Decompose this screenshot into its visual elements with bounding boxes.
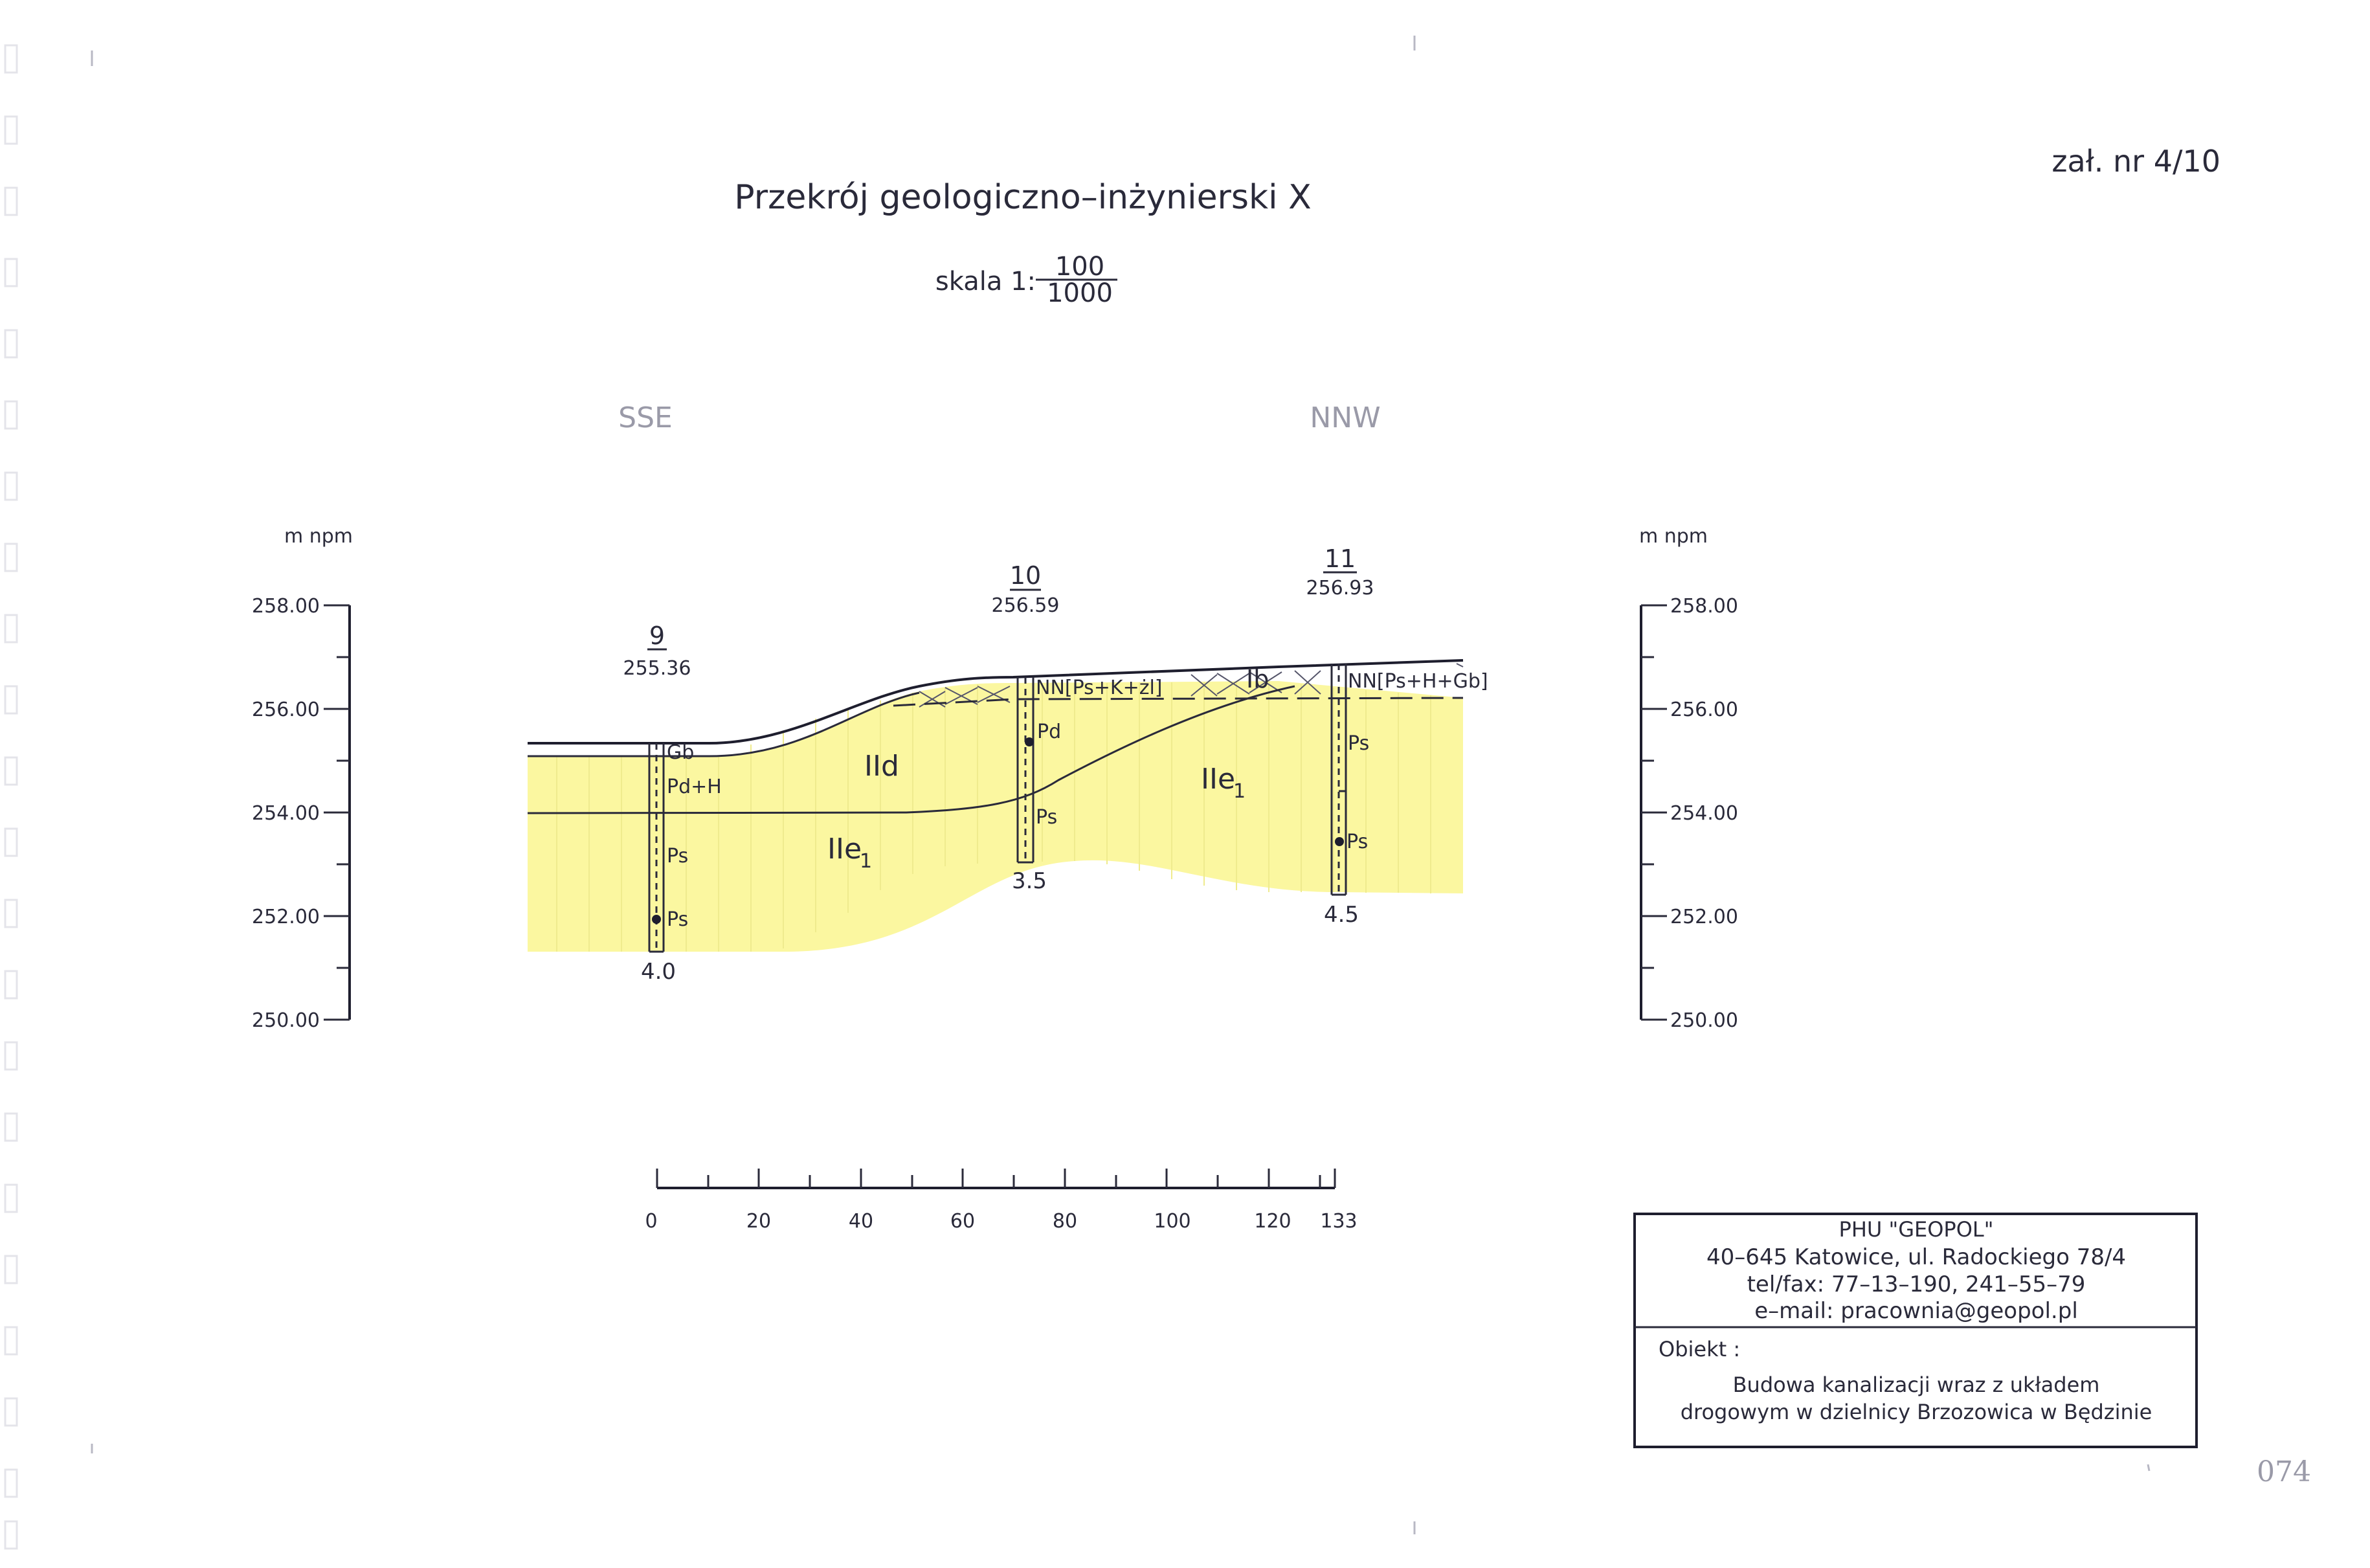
- company-phone: tel/fax: 77–13–190, 241–55–79: [1747, 1271, 2086, 1297]
- distance-scale-bar: [645, 1169, 1357, 1233]
- distance-60: 60: [950, 1210, 976, 1233]
- label-ps-10: Ps: [1036, 806, 1058, 829]
- object-label: Obiekt :: [1659, 1337, 1741, 1361]
- sample-point-10: [1025, 737, 1034, 746]
- borehole-9-elevation: 255.36: [623, 657, 691, 680]
- distance-133: 133: [1320, 1210, 1358, 1233]
- right-tick-252: 252.00: [1670, 906, 1738, 928]
- layer-iie1-left-sub: 1: [860, 850, 873, 873]
- borehole-10-depth: 3.5: [1011, 868, 1047, 894]
- object-line-1: Budowa kanalizacji wraz z układem: [1732, 1372, 2100, 1397]
- distance-0: 0: [645, 1210, 658, 1233]
- right-elevation-scale: [1639, 525, 1738, 1032]
- borehole-9-depth: 4.0: [640, 959, 676, 985]
- title-block: [1635, 1214, 2197, 1447]
- scale-prefix: skala 1:: [935, 267, 1036, 297]
- borehole-11-depth: 4.5: [1323, 902, 1359, 928]
- label-ps-9-upper: Ps: [667, 845, 689, 868]
- right-unit-label: m npm: [1638, 525, 1708, 548]
- left-tick-252: 252.00: [252, 906, 320, 928]
- borehole-9-number: 9: [649, 622, 665, 650]
- layer-iie1-right: IIe: [1201, 763, 1236, 796]
- distance-120: 120: [1254, 1210, 1291, 1233]
- distance-40: 40: [848, 1210, 874, 1233]
- page-number: 074: [2257, 1455, 2311, 1488]
- layer-ib: Ib: [1246, 665, 1269, 693]
- left-tick-250: 250.00: [252, 1009, 320, 1032]
- binder-holes: [5, 45, 17, 1549]
- right-tick-250: 250.00: [1670, 1009, 1738, 1032]
- label-nn-10: NN[Ps+K+żl]: [1036, 677, 1163, 699]
- borehole-11-number: 11: [1324, 544, 1356, 573]
- company-name: PHU "GEOPOL": [1839, 1217, 1994, 1242]
- label-gb: Gb: [667, 741, 695, 764]
- distance-100: 100: [1154, 1210, 1191, 1233]
- label-nn-11: NN[Ps+H+Gb]: [1348, 670, 1488, 693]
- borehole-11-elevation: 256.93: [1306, 577, 1374, 599]
- distance-80: 80: [1052, 1210, 1078, 1233]
- borehole-10-number: 10: [1009, 561, 1042, 590]
- right-tick-254: 254.00: [1670, 802, 1738, 825]
- sample-point-11: [1335, 837, 1344, 846]
- company-address: 40–645 Katowice, ul. Radockiego 78/4: [1706, 1244, 2127, 1270]
- direction-right: NNW: [1310, 401, 1381, 434]
- company-email: e–mail: pracownia@geopol.pl: [1754, 1298, 2078, 1324]
- layer-iie1-right-sub: 1: [1233, 780, 1246, 803]
- scale-denominator: 1000: [1047, 278, 1113, 308]
- left-tick-258: 258.00: [252, 595, 320, 618]
- direction-left: SSE: [618, 401, 673, 434]
- label-pd-h: Pd+H: [667, 776, 722, 798]
- left-elevation-scale: [252, 525, 353, 1032]
- left-unit-label: m npm: [284, 525, 353, 548]
- drawing-title: Przekrój geologiczno–inżynierski X: [734, 178, 1312, 217]
- label-ps-11-sample: Ps: [1347, 831, 1369, 853]
- sample-point-9: [652, 915, 661, 924]
- right-tick-256: 256.00: [1670, 699, 1738, 721]
- left-tick-256: 256.00: [252, 699, 320, 721]
- right-tick-258: 258.00: [1670, 595, 1738, 618]
- borehole-10-elevation: 256.59: [991, 594, 1060, 617]
- layer-iid: IId: [864, 750, 899, 783]
- label-ps-9-sample: Ps: [667, 908, 689, 931]
- label-pd-10: Pd: [1037, 721, 1062, 743]
- left-tick-254: 254.00: [252, 802, 320, 825]
- label-ps-11-upper: Ps: [1348, 732, 1370, 755]
- annex-number: zał. nr 4/10: [2051, 144, 2220, 179]
- distance-20: 20: [746, 1210, 772, 1233]
- scale-numerator: 100: [1055, 252, 1105, 282]
- object-line-2: drogowym w dzielnicy Brzozowica w Będzinie: [1680, 1400, 2152, 1424]
- layer-iie1-left: IIe: [827, 833, 862, 866]
